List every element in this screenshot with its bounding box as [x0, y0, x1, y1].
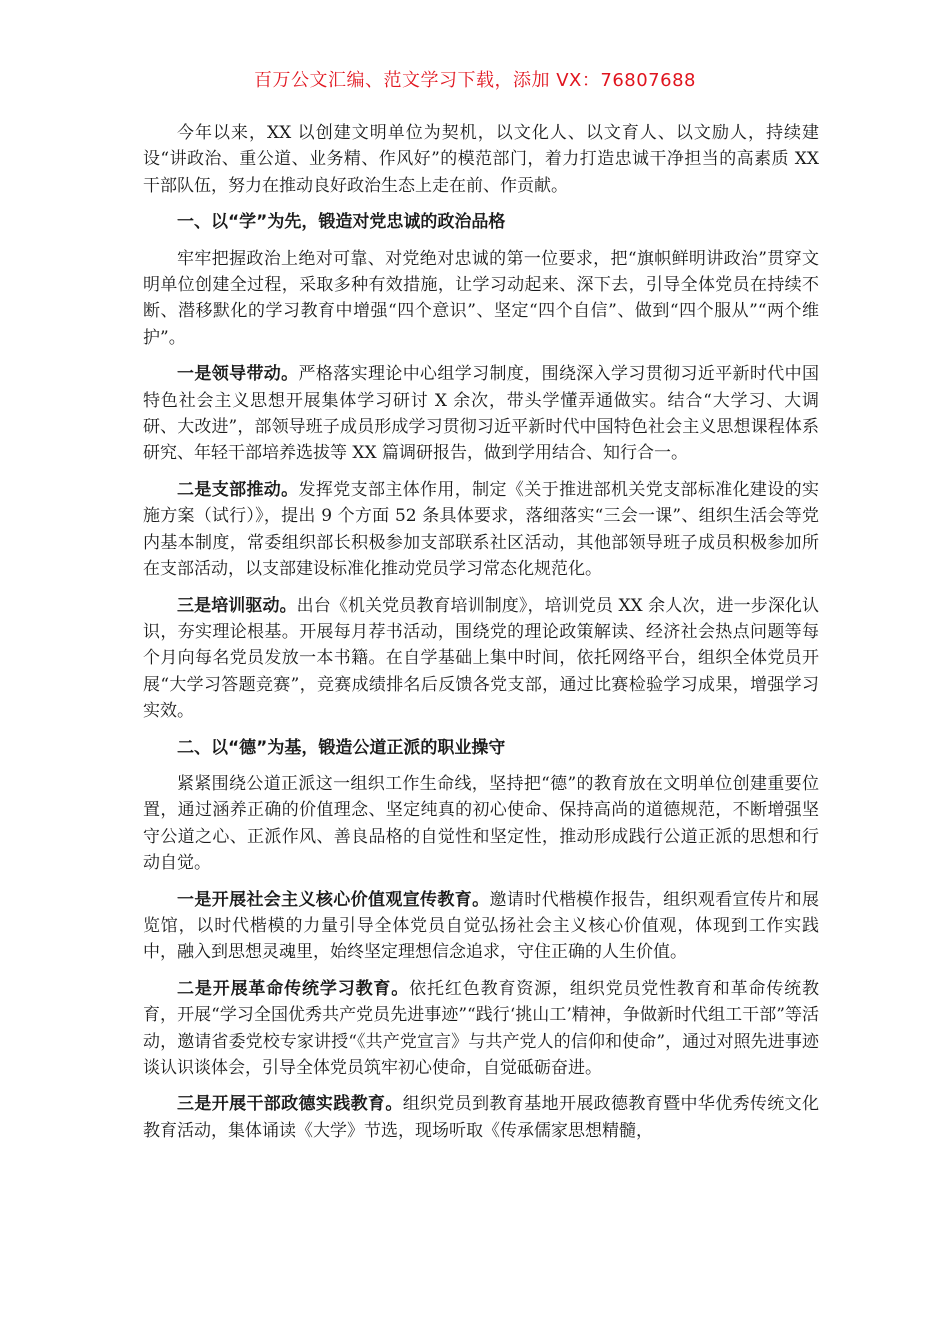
section-1-intro: 牢牢把握政治上绝对可靠、对党绝对忠诚的第一位要求，把“旗帜鲜明讲政治”贯穿文明单位创建全过程，采取多种有效措施，让学习动起来、深下去，引导全体党员在持续不断、潜移默化的学习教育中增强“四个意识”、坚定“四个自信”、做到“四个服从”“两个维护”。: [143, 248, 819, 348]
item-text: 出台《机关党员教育培训制度》，培训党员 XX 余人次，进一步深化认识，夯实理论根基。开展每月荐书活动，围绕党的理论政策解读、经济社会热点问题等每个月向每名党员发放一本书籍。在自学基础上集中时间，依托网络平台，组织全体党员开展“大学习答题竞赛”，竞赛成绩排名后反馈各党支部，通过比赛检验学习成果，增强学习实效。: [143, 595, 820, 722]
item-text: 邀请时代楷模作报告，组织观看宣传片和展览馆，以时代楷模的力量引导全体党员自觉弘扬社会主义核心价值观，体现到工作实践中，融入到思想灵魂里，始终坚定理想信念追求，守住正确的人生价值。: [143, 889, 819, 963]
item-lead: 二是支部推动。: [177, 479, 299, 500]
section-1-item-2: [143, 477, 819, 583]
item-text: 发挥党支部主体作用，制定《关于推进部机关党支部标准化建设的实施方案（试行）》，提出 9 个方面 52 条具体要求，落细落实“三会一课”、组织生活会等党内基本制度，常委组织部长积极参加支部联系社区活动，其他部领导班子成员积极参加所在支部活动，以支部建设标准化推动党员学习常态化规范化。: [143, 479, 820, 580]
section-2-item-2: [143, 976, 819, 1082]
item-text: 组织党员到教育基地开展政德教育暨中华优秀传统文化教育活动，集体诵读《大学》节选，现场听取《传承儒家思想精髓，: [143, 1094, 820, 1141]
header-banner: 百万公文汇编、范文学习下载，添加 VX：76807688: [254, 70, 696, 91]
section-1-heading: 一、以“学”为先，锻造对党忠诚的政治品格: [177, 212, 506, 233]
section-2-item-1: [143, 887, 819, 966]
item-text: 严格落实理论中心组学习制度，围绕深入学习贯彻习近平新时代中国特色社会主义思想开展集体学习研讨 X 余次，带头学懂弄通做实。结合“大学习、大调研、大改进”，部领导班子成员形成学习贯彻习近平新时代中国特色社会主义思想课程体系研究、年轻干部培养选拔等 XX 篇调研报告，做到学用结合、知行合一。: [143, 364, 820, 464]
intro-paragraph: 今年以来，XX 以创建文明单位为契机，以文化人、以文育人、以文励人，持续建设“讲政治、重公道、业务精、作风好”的模范部门，着力打造忠诚干净担当的高素质 XX 干部队伍，努力在推动良好政治生态上走在前、作贡献。: [143, 123, 819, 196]
item-lead: 二是开展革命传统学习教育。: [177, 978, 410, 999]
item-lead: 一是领导带动。: [177, 364, 299, 385]
item-text: 依托红色教育资源，组织党员党性教育和革命传统教育，开展“学习全国优秀共产党员先进事迹”“践行‘挑山工’精神，争做新时代组工干部”等活动，邀请省委党校专家讲授“《共产党宣言》与共产党人的信仰和使命”，通过对照先进事迹谈认识谈体会，引导全体党员筑牢初心使命，自觉砥砺奋进。: [143, 978, 820, 1078]
section-2-item-3: [143, 1091, 819, 1144]
section-1-item-3: [143, 593, 819, 725]
section-2-intro: 紧紧围绕公道正派这一组织工作生命线，坚持把“德”的教育放在文明单位创建重要位置，通过涵养正确的价值理念、坚定纯真的初心使命、保持高尚的道德规范，不断增强坚守公道之心、正派作风、善良品格的自觉性和坚定性，推动形成践行公道正派的思想和行动自觉。: [143, 773, 819, 874]
document-body: [143, 120, 819, 1154]
item-lead: 三是培训驱动。: [177, 595, 297, 616]
item-lead: 一是开展社会主义核心价值观宣传教育。: [177, 889, 490, 910]
item-lead: 三是开展干部政德实践教育。: [177, 1094, 403, 1115]
section-2-heading: 二、以“德”为基，锻造公道正派的职业操守: [177, 737, 506, 758]
section-1-item-1: [143, 361, 819, 467]
